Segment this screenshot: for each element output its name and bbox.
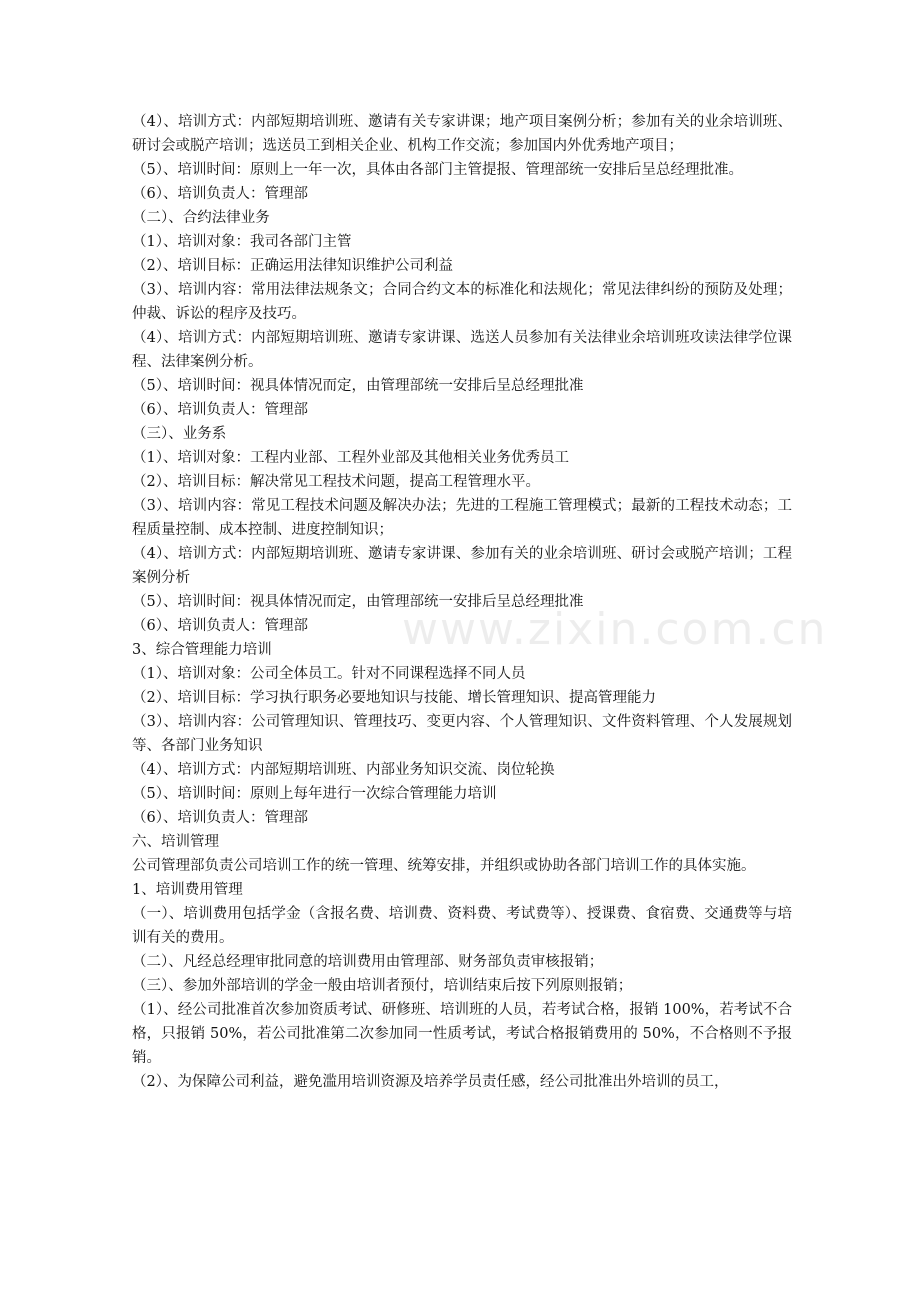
section-heading: （二）、合约法律业务 (132, 210, 270, 226)
paragraph: （5）、培训时间：原则上每年进行一次综合管理能力培训 (132, 786, 497, 802)
paragraph: （6）、培训负责人：管理部 (132, 186, 308, 202)
paragraph: （3）、培训内容：常见工程技术问题及解决办法；先进的工程施工管理模式；最新的工程技术动态；工程质量控制、成本控制、进度控制知识； (132, 498, 792, 538)
paragraph: （一）、培训费用包括学金（含报名费、培训费、资料费、考试费等）、授课费、食宿费、交通费等与培训有关的费用。 (132, 906, 792, 946)
paragraph: （6）、培训负责人：管理部 (132, 618, 308, 634)
section-heading: 1、培训费用管理 (132, 882, 243, 898)
paragraph: （3）、培训内容：常用法律法规条文；合同合约文本的标准化和法规化；常见法律纠纷的预防及处理；仲裁、诉讼的程序及技巧。 (132, 282, 792, 322)
paragraph: （4）、培训方式：内部短期培训班、邀请有关专家讲课；地产项目案例分析；参加有关的业余培训班、研讨会或脱产培训；选送员工到相关企业、机构工作交流；参加国内外优秀地产项目； (132, 114, 792, 154)
paragraph: （4）、培训方式：内部短期培训班、邀请专家讲课、参加有关的业余培训班、研讨会或脱产培训；工程案例分析 (132, 546, 792, 586)
section-heading: 六、培训管理 (132, 834, 219, 850)
paragraph: （6）、培训负责人：管理部 (132, 402, 308, 418)
paragraph: （3）、培训内容：公司管理知识、管理技巧、变更内容、个人管理知识、文件资料管理、个人发展规划等、各部门业务知识 (132, 714, 792, 754)
paragraph: （5）、培训时间：视具体情况而定，由管理部统一安排后呈总经理批准 (132, 378, 584, 394)
paragraph: （5）、培训时间：原则上一年一次，具体由各部门主管提报、管理部统一安排后呈总经理批准。 (132, 162, 743, 178)
paragraph: （1）、培训对象：工程内业部、工程外业部及其他相关业务优秀员工 (132, 450, 569, 466)
paragraph: （三）、参加外部培训的学金一般由培训者预付，培训结束后按下列原则报销； (132, 978, 633, 994)
paragraph: （4）、培训方式：内部短期培训班、内部业务知识交流、岗位轮换 (132, 762, 555, 778)
paragraph: （2）、培训目标：学习执行职务必要地知识与技能、增长管理知识、提高管理能力 (132, 690, 656, 706)
document-body (132, 110, 792, 1094)
watermark-text: www.zixin.com.cn (402, 604, 828, 655)
paragraph: （5）、培训时间：视具体情况而定，由管理部统一安排后呈总经理批准 (132, 594, 584, 610)
paragraph: （1）、培训对象：公司全体员工。针对不同课程选择不同人员 (132, 666, 526, 682)
section-heading: 3、综合管理能力培训 (132, 642, 272, 658)
paragraph: （1）、培训对象：我司各部门主管 (132, 234, 352, 250)
paragraph: （4）、培训方式：内部短期培训班、邀请专家讲课、选送人员参加有关法律业余培训班攻读法律学位课程、法律案例分析。 (132, 330, 792, 370)
paragraph: 公司管理部负责公司培训工作的统一管理、统筹安排，并组织或协助各部门培训工作的具体实施。 (132, 858, 756, 874)
paragraph: （二）、凡经总经理审批同意的培训费用由管理部、财务部负责审核报销； (132, 954, 604, 970)
paragraph: （2）、为保障公司利益，避免滥用培训资源及培养学员责任感，经公司批准出外培训的员工， (132, 1074, 729, 1090)
paragraph: （2）、培训目标：解决常见工程技术问题，提高工程管理水平。 (132, 474, 540, 490)
paragraph: （1）、经公司批准首次参加资质考试、研修班、培训班的人员，若考试合格，报销 100%，若考试不合格，只报销 50%，若公司批准第二次参加同一性质考试，考试合格报销费用的 50%，不合格则不予报销。 (132, 1002, 792, 1066)
section-heading: （三）、业务系 (132, 426, 227, 442)
paragraph: （6）、培训负责人：管理部 (132, 810, 308, 826)
paragraph: （2）、培训目标：正确运用法律知识维护公司利益 (132, 258, 453, 274)
